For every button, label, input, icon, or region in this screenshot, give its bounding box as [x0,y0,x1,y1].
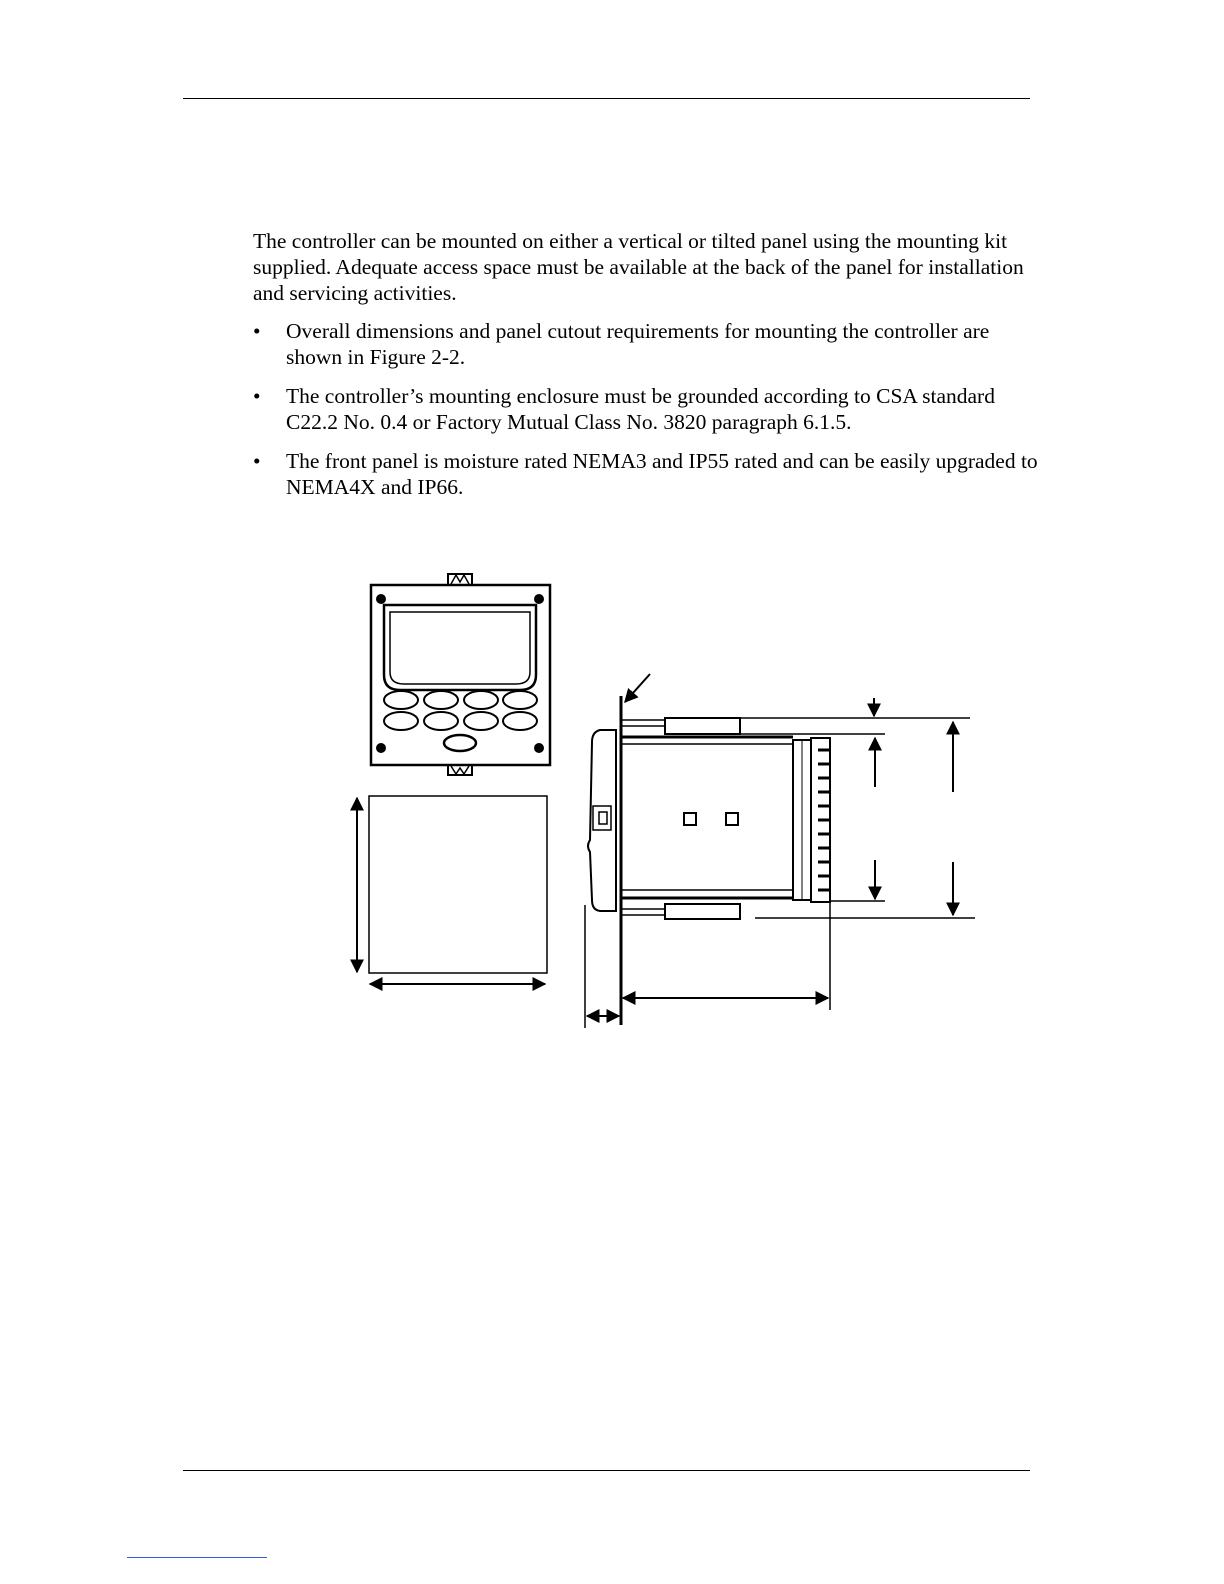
footnote-separator [127,1557,267,1558]
bullet-dot: • [253,449,261,473]
bullet-text: The controller’s mounting enclosure must be grounded according to CSA standard C22.2 No. 0.4 or Factory Mutual Class No. 3820 paragraph 6.1.5. [286,384,995,434]
controller-front-view [371,574,550,775]
keypad-keys [384,691,537,751]
panel-cutout [357,796,547,984]
controller-side-view [585,674,975,1028]
bullet-text: Overall dimensions and panel cutout requirements for mounting the controller are shown in Figure 2-2. [286,319,990,369]
footer-rule [183,1470,1030,1471]
bullet-dot: • [253,384,261,408]
mounting-dimensions-figure [330,565,1000,1045]
panel-pointer-arrow [625,674,650,702]
terminal-pins [818,750,830,890]
bullet-dot: • [253,319,261,343]
intro-paragraph: The controller can be mounted on either a vertical or tilted panel using the mounting kit supplied. Adequate access space must be available at the back of the panel for installation and servicing activities. [253,229,1024,305]
header-rule [183,98,1030,99]
bullet-text: The front panel is moisture rated NEMA3 and IP55 rated and can be easily upgraded to NEMA4X and IP66. [286,449,1038,499]
display-screen [384,605,536,690]
